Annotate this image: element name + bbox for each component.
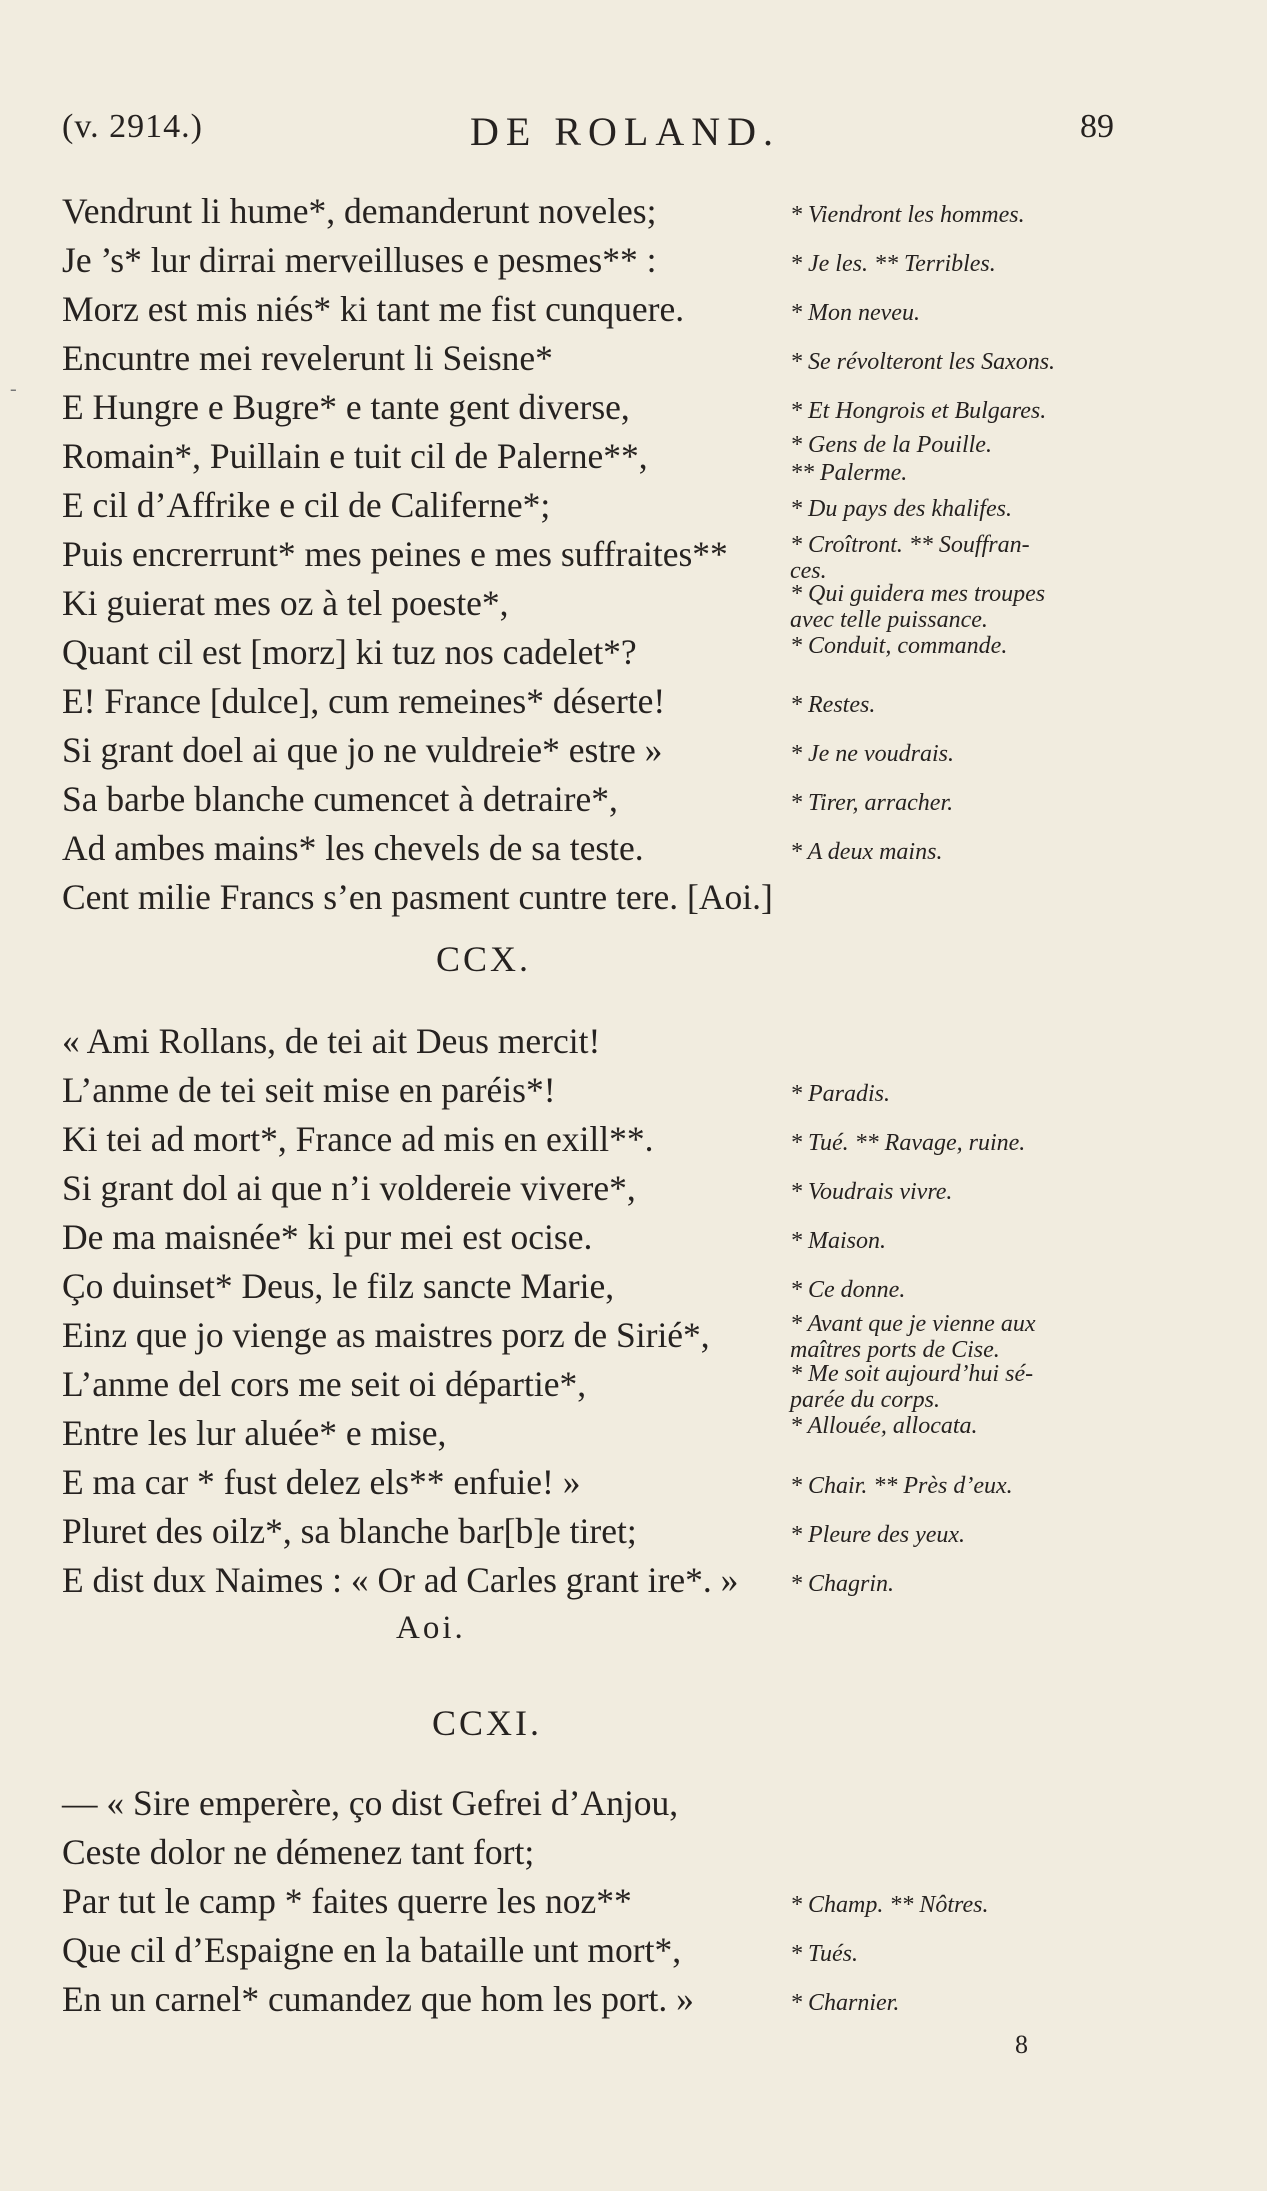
verse-line: Entre les lur aluée* e mise, xyxy=(62,1413,447,1453)
gloss-note: * Restes. xyxy=(790,692,876,718)
verse-line: Pluret des oilz*, sa blanche bar[b]e tiret; xyxy=(62,1511,637,1551)
verse-line: Ki guierat mes oz à tel poeste*, xyxy=(62,583,509,623)
margin-pencil-mark: - xyxy=(10,378,17,400)
verse-line: Par tut le camp * faites querre les noz** xyxy=(62,1881,632,1921)
gloss-note: * Champ. ** Nôtres. xyxy=(790,1892,989,1918)
verse-line: — « Sire emperère, ço dist Gefrei d’Anjou, xyxy=(62,1783,679,1823)
gloss-note: * Viendront les hommes. xyxy=(790,202,1025,228)
gloss-note: * Qui guidera mes troupes xyxy=(790,581,1046,607)
gloss-note: * Je ne voudrais. xyxy=(790,741,954,767)
verse-line: E dist dux Naimes : « Or ad Carles grant ire*. » xyxy=(62,1560,739,1600)
gloss-note: * Conduit, commande. xyxy=(790,633,1008,659)
verse-line: De ma maisnée* ki pur mei est ocise. xyxy=(62,1217,593,1257)
verse-line: L’anme de tei seit mise en paréis*! xyxy=(62,1070,556,1110)
verse-line: Sa barbe blanche cumencet à detraire*, xyxy=(62,779,618,819)
gloss-note: * Et Hongrois et Bulgares. xyxy=(790,398,1047,424)
gloss-note: * Me soit aujourd’hui sé- xyxy=(790,1361,1034,1387)
gloss-note: * Croîtront. ** Souffran- xyxy=(790,532,1030,558)
verse-line: Ad ambes mains* les chevels de sa teste. xyxy=(62,828,644,868)
gloss-note: * Tirer, arracher. xyxy=(790,790,954,816)
gloss-note: * Charnier. xyxy=(790,1990,900,2016)
gloss-note: * Gens de la Pouille. xyxy=(790,432,992,458)
gloss-note: * Paradis. xyxy=(790,1081,891,1107)
section-heading: CCXI. xyxy=(432,1703,543,1743)
gloss-note: * Chair. ** Près d’eux. xyxy=(790,1473,1013,1499)
verse-line: Ço duinset* Deus, le filz sancte Marie, xyxy=(62,1266,615,1306)
verse-reference: (v. 2914.) xyxy=(62,108,203,145)
gloss-note: * Pleure des yeux. xyxy=(790,1522,966,1548)
verse-line: « Ami Rollans, de tei ait Deus mercit! xyxy=(62,1021,601,1061)
gloss-note: ces. xyxy=(790,558,827,584)
verse-line: E! France [dulce], cum remeines* déserte! xyxy=(62,681,666,721)
verse-line: E Hungre e Bugre* e tante gent diverse, xyxy=(62,387,630,427)
gloss-note: * Se révolteront les Saxons. xyxy=(790,349,1056,375)
verse-line: Morz est mis niés* ki tant me fist cunquere. xyxy=(62,289,685,329)
signature-mark: 8 xyxy=(1015,2030,1028,2059)
verse-line: Encuntre mei revelerunt li Seisne* xyxy=(62,338,553,378)
verse-line: Je ’s* lur dirrai merveilluses e pesmes** : xyxy=(62,240,657,280)
aoi-refrain: Aoi. xyxy=(396,1610,466,1646)
verse-line: Cent milie Francs s’en pasment cuntre tere. [Aoi.] xyxy=(62,877,773,917)
gloss-note: avec telle puissance. xyxy=(790,607,988,633)
verse-line: L’anme del cors me seit oi départie*, xyxy=(62,1364,587,1404)
verse-line: Puis encrerrunt* mes peines e mes suffraites** xyxy=(62,534,728,574)
page-number: 89 xyxy=(1080,108,1114,145)
verse-line: Si grant doel ai que jo ne vuldreie* estre » xyxy=(62,730,663,770)
verse-line: Quant cil est [morz] ki tuz nos cadelet*? xyxy=(62,632,637,672)
verse-line: Romain*, Puillain e tuit cil de Palerne**, xyxy=(62,436,648,476)
verse-line: Que cil d’Espaigne en la bataille unt mort*, xyxy=(62,1930,682,1970)
gloss-note: * Mon neveu. xyxy=(790,300,920,326)
gloss-note: * Tué. ** Ravage, ruine. xyxy=(790,1130,1026,1156)
verse-line: E ma car * fust delez els** enfuie! » xyxy=(62,1462,581,1502)
running-title: DE ROLAND. xyxy=(470,109,780,154)
verse-line: Ki tei ad mort*, France ad mis en exill**. xyxy=(62,1119,654,1159)
gloss-note: * Je les. ** Terribles. xyxy=(790,251,996,277)
gloss-note: * Allouée, allocata. xyxy=(790,1413,978,1439)
verse-line: Ceste dolor ne démenez tant fort; xyxy=(62,1832,535,1872)
gloss-note: * Maison. xyxy=(790,1228,886,1254)
gloss-note: ** Palerme. xyxy=(790,460,908,486)
gloss-note: * Du pays des khalifes. xyxy=(790,496,1012,522)
section-heading: CCX. xyxy=(436,939,532,979)
verse-line: En un carnel* cumandez que hom les port. » xyxy=(62,1979,694,2019)
gloss-note: * Ce donne. xyxy=(790,1277,906,1303)
gloss-note: * Avant que je vienne aux xyxy=(790,1311,1036,1337)
gloss-note: parée du corps. xyxy=(790,1387,940,1413)
gloss-note: * Voudrais vivre. xyxy=(790,1179,953,1205)
gloss-note: * Tués. xyxy=(790,1941,859,1967)
verse-line: Einz que jo vienge as maistres porz de Sirié*, xyxy=(62,1315,710,1355)
running-header xyxy=(0,108,1267,158)
gloss-note: * Chagrin. xyxy=(790,1571,895,1597)
verse-line: Si grant dol ai que n’i voldereie vivere*, xyxy=(62,1168,636,1208)
verse-line: E cil d’Affrike e cil de Califerne*; xyxy=(62,485,551,525)
gloss-note: maîtres ports de Cise. xyxy=(790,1337,1000,1363)
verse-line: Vendrunt li hume*, demanderunt noveles; xyxy=(62,191,657,231)
gloss-note: * A deux mains. xyxy=(790,839,943,865)
